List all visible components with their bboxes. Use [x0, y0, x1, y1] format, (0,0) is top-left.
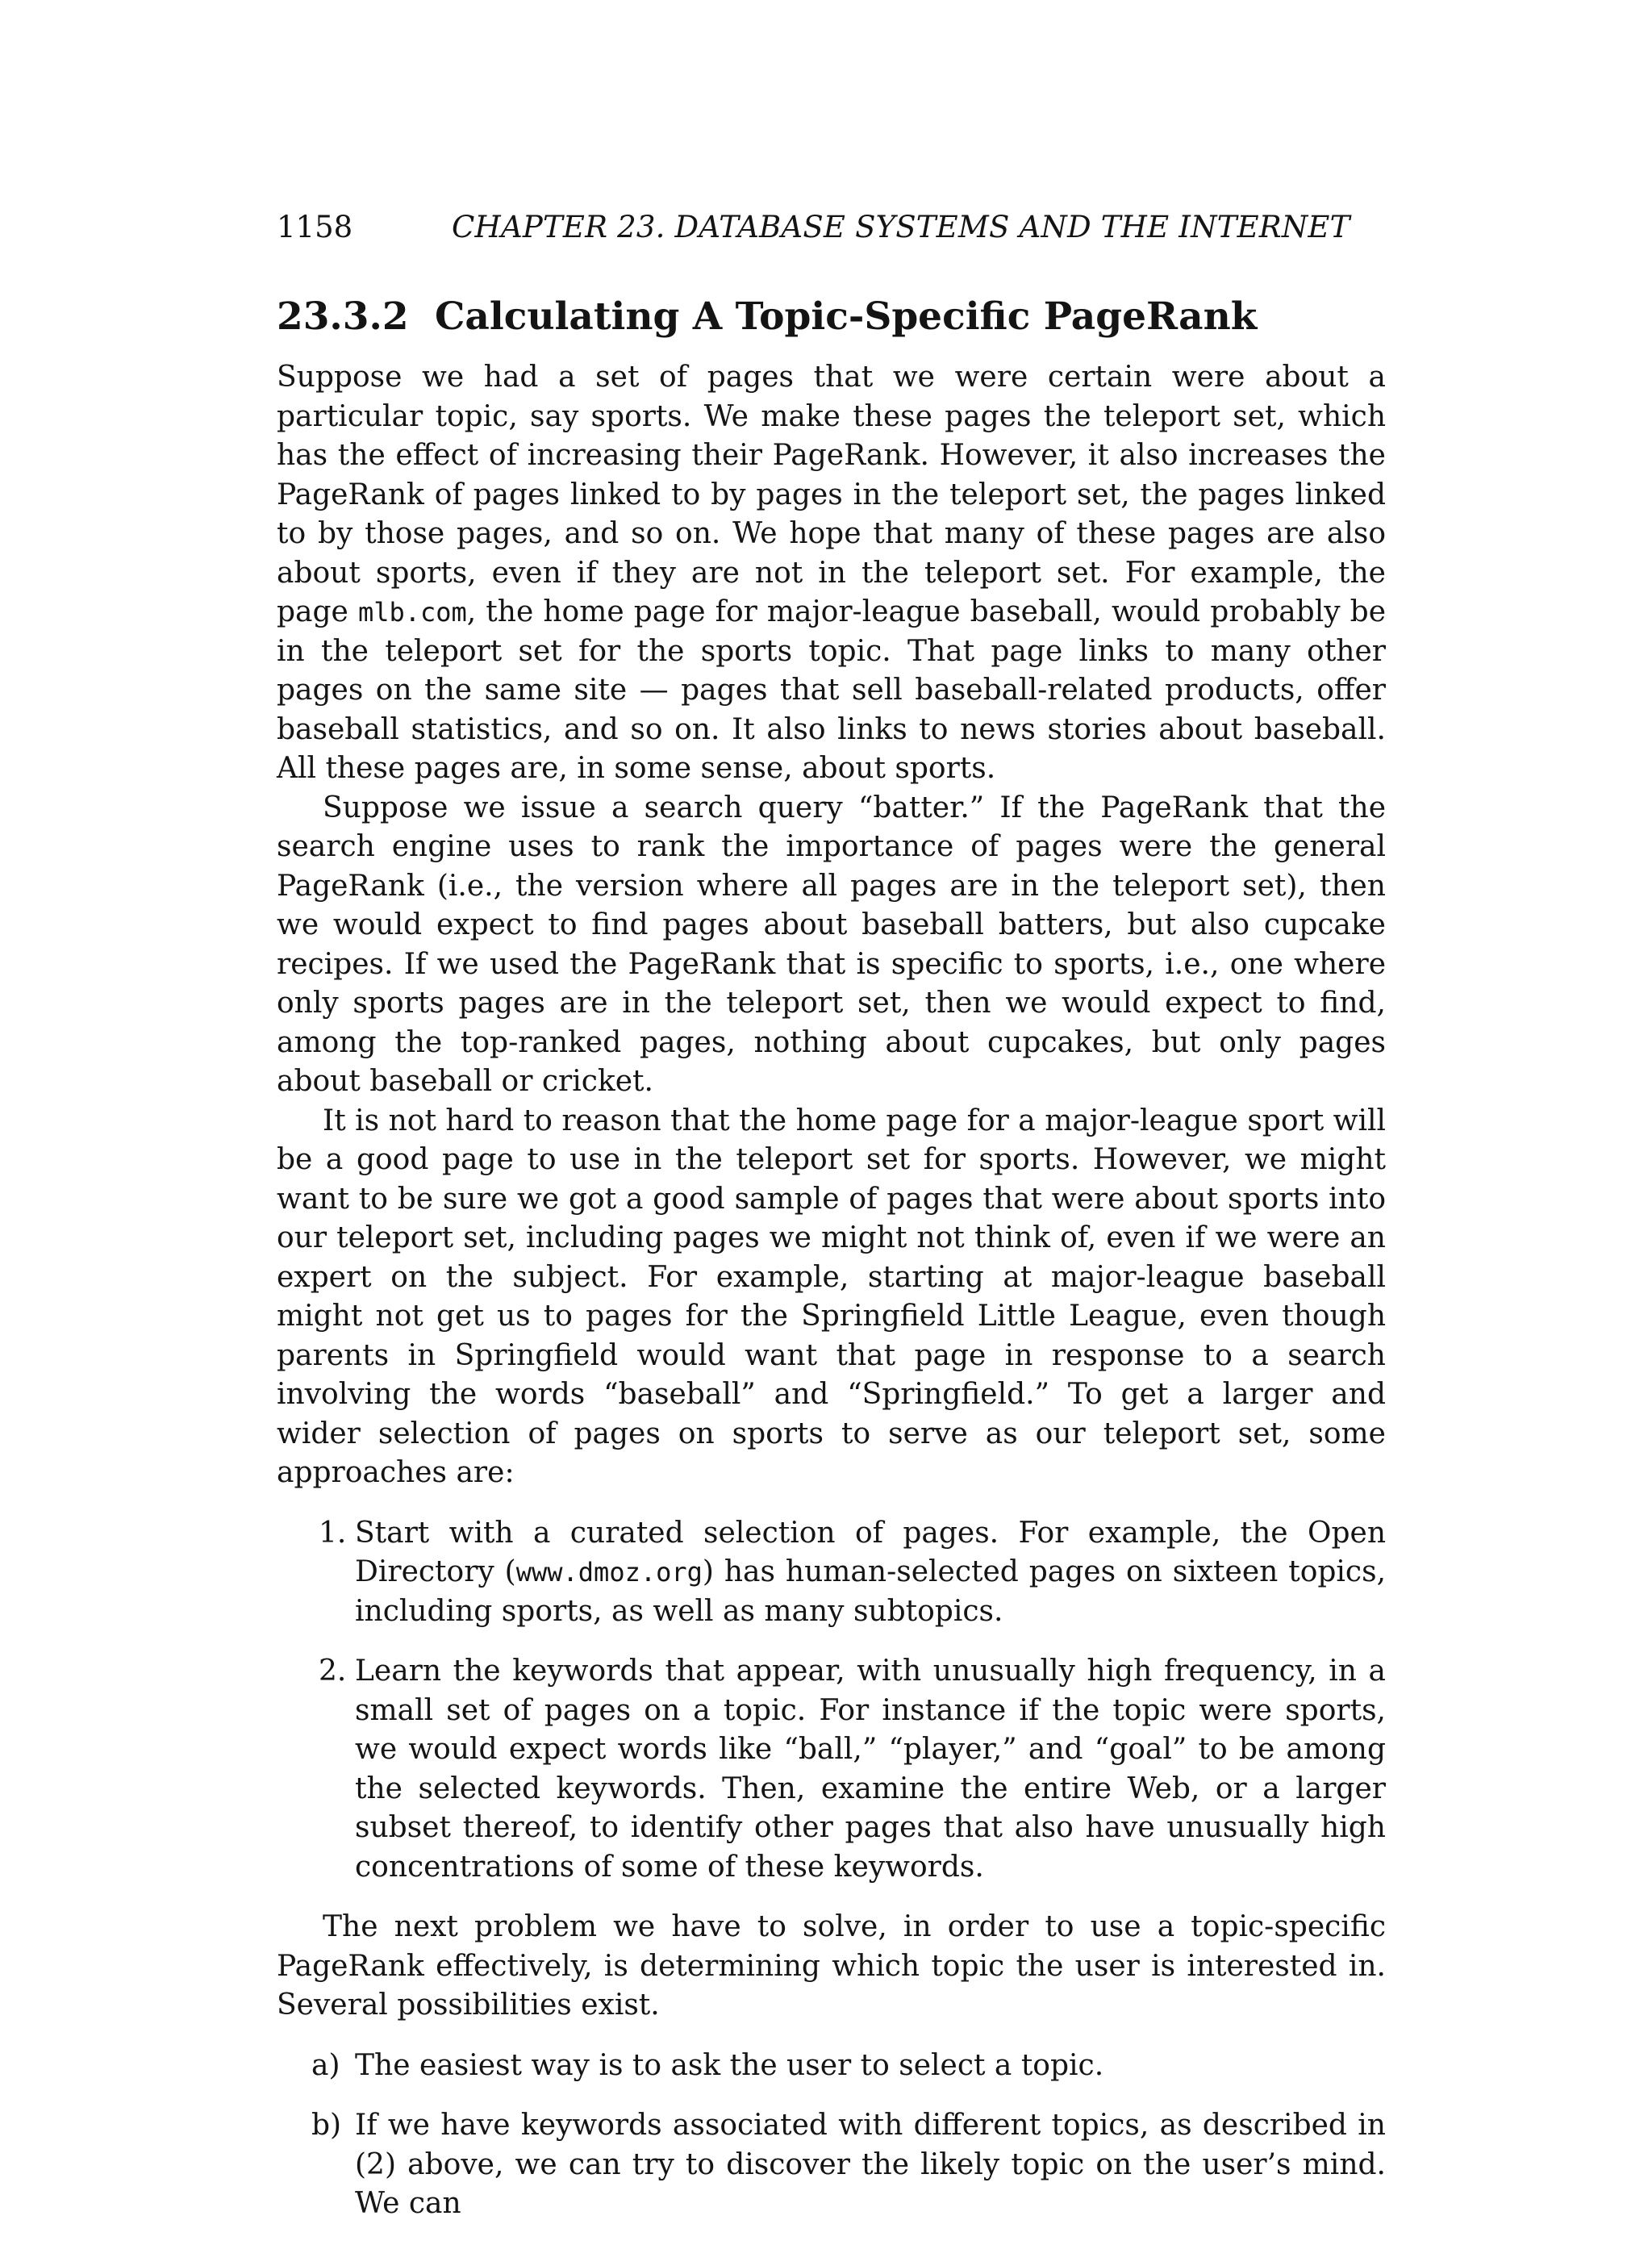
list-item-text: Learn the keywords that appear, with unusually high frequency, in a small set of pages on a topic. For instance if the topic were sports, we would expect words like “ball,” “player,” and “goal” to be among the selected keywords. Then, examine the entire Web, or a larger subset thereof, to identify other pages that also have unusually high concentrations of some of these keywords. [355, 1655, 1386, 1884]
list-marker: a) [311, 2048, 340, 2082]
list-marker: 2. [319, 1655, 347, 1688]
numbered-list [277, 1514, 1386, 1888]
list-marker: b) [311, 2109, 342, 2142]
list-item-text: The easiest way is to ask the user to select a topic. [355, 2048, 1104, 2082]
dmoz-url: www.dmoz.org [515, 1557, 703, 1588]
list-item [277, 2106, 1386, 2224]
list-item-text: If we have keywords associated with different topics, as described in (2) above, we can try to discover the likely topic on the user’s mind. We can [355, 2109, 1386, 2220]
paragraph-1-text-b: , the home page for major-league baseball, would probably be in the teleport set for the sports topic. That page links to many other pages on the same site — pages that sell baseball-related products, offer baseball statistics, and so on. It also links to news stories about baseball. All these pages are, in some sense, about sports. [277, 595, 1386, 785]
paragraph-4: The next problem we have to solve, in order to use a topic-specific PageRank effectively, is determining which topic the user is interested in. Several possibilities exist. [277, 1910, 1386, 2022]
section-heading [277, 290, 1386, 344]
page-number: 1158 [277, 210, 353, 244]
section-title: Calculating A Topic-Specific PageRank [435, 294, 1258, 339]
book-page [277, 0, 1387, 2220]
lettered-list [277, 2047, 1386, 2224]
list-item [277, 1652, 1386, 1887]
body-text [277, 358, 1386, 2245]
list-item-text-a: Start with a curated selection of pages. For example, the Open Directory ( [355, 1516, 1386, 1588]
section-number: 23.3.2 [277, 294, 409, 339]
chapter-title: CHAPTER 23. DATABASE SYSTEMS AND THE INTERNET [452, 210, 1350, 244]
paragraph-1-text-a: Suppose we had a set of pages that we were certain were about a particular topic, say sports. We make these pages the teleport set, which has the effect of increasing their PageRank. However, it also increases the PageRank of pages linked to by pages in the teleport set, the pages linked to by those pages, and so on. We hope that many of these pages are also about sports, even if they are not in the teleport set. For example, the page [277, 361, 1386, 628]
paragraph-3: It is not hard to reason that the home page for a major-league sport will be a good page to use in the teleport set for sports. However, we might want to be sure we got a good sample of pages that were about sports into our teleport set, including pages we might not think of, even if we were an expert on the subject. For example, starting at major-league baseball might not get us to pages for the Springfield Little League, even though parents in Springfield would want that page in response to a search involving the words “baseball” and “Springfield.” To get a larger and wider selection of pages on sports to serve as our teleport set, some approaches are: [277, 1104, 1386, 1489]
list-item [277, 2047, 1386, 2086]
mlb-url: mlb.com [357, 597, 467, 628]
paragraph-2: Suppose we issue a search query “batter.” If the PageRank that the search engine uses to rank the importance of pages were the general PageRank (i.e., the version where all pages are in the teleport set), then we would expect to find pages about baseball batters, but also cupcake recipes. If we used the PageRank that is specific to sports, i.e., one where only sports pages are in the teleport set, then we would expect to find, among the top-ranked pages, nothing about cupcakes, but only pages about baseball or cricket. [277, 791, 1386, 1098]
list-item-text-b: ) has human-selected pages on sixteen topics, including sports, as well as many subtopics. [355, 1555, 1387, 1628]
list-marker: 1. [319, 1516, 347, 1550]
list-item [277, 1514, 1386, 1632]
paragraph-1 [277, 358, 1386, 789]
running-header [277, 205, 1386, 250]
